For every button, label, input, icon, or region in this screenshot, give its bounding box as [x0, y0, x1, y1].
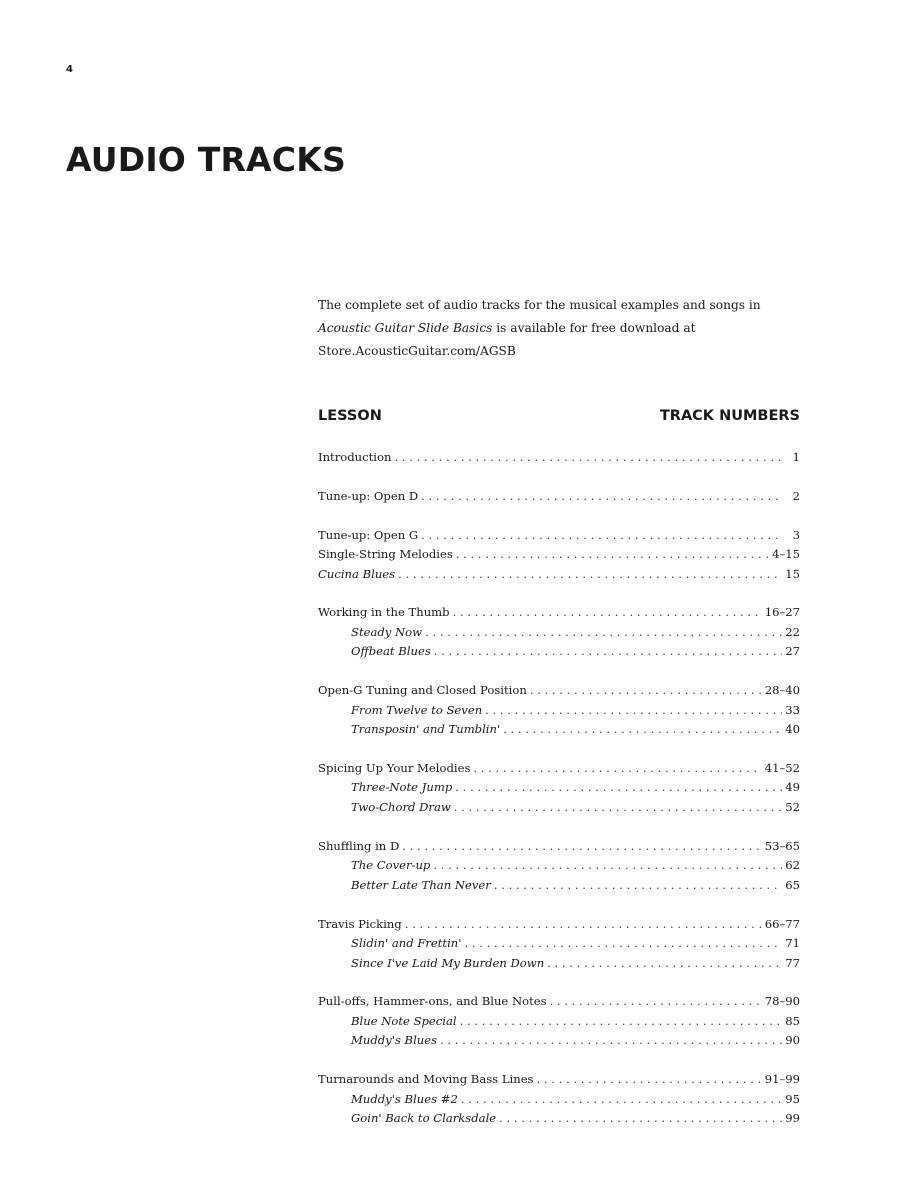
table-header	[318, 408, 800, 424]
song-row	[318, 703, 800, 723]
dot-leader	[464, 936, 782, 950]
dot-leader	[394, 450, 783, 464]
track-number: 95	[785, 1091, 800, 1106]
song-title: From Twelve to Seven	[351, 702, 483, 717]
track-number: 2	[792, 488, 800, 503]
song-title: Muddy's Blues	[351, 1033, 438, 1048]
lesson-title: Open-G Tuning and Closed Position	[318, 683, 527, 698]
song-title: Steady Now	[351, 624, 423, 639]
track-number: 33	[785, 702, 800, 717]
track-number: 71	[785, 936, 800, 951]
track-number: 15	[785, 566, 800, 581]
song-row	[318, 625, 800, 645]
song-title: Blue Note Special	[351, 1013, 457, 1028]
dot-leader	[547, 956, 782, 970]
track-number: 52	[785, 799, 800, 814]
lesson-group	[318, 917, 800, 976]
track-numbers-column-header: TRACK NUMBERS	[659, 408, 800, 424]
lesson-group	[318, 528, 800, 587]
lesson-row	[318, 839, 800, 859]
dot-leader	[454, 800, 782, 814]
track-list	[318, 450, 800, 1150]
lesson-title: Introduction	[318, 450, 392, 464]
lesson-row	[318, 994, 800, 1014]
song-title: Better Late Than Never	[351, 877, 491, 892]
page-title: AUDIO TRACKS	[66, 140, 346, 179]
song-title: Cucina Blues	[318, 566, 396, 581]
track-number: 1	[792, 450, 800, 464]
dot-leader	[434, 644, 782, 658]
song-row	[318, 1033, 800, 1053]
dot-leader	[453, 605, 762, 619]
song-title: Transposin' and Tumblin'	[351, 722, 501, 737]
dot-leader	[494, 878, 782, 892]
track-number: 62	[785, 858, 800, 873]
song-row	[318, 644, 800, 664]
lesson-row	[318, 489, 800, 509]
intro-link-text: is available for free download at Store.AcousticGuitar.com/AGSB	[318, 321, 696, 358]
track-number: 85	[785, 1013, 800, 1028]
dot-leader	[398, 567, 782, 581]
track-number: 28–40	[764, 683, 800, 698]
lesson-group	[318, 994, 800, 1053]
lesson-row	[318, 605, 800, 625]
lesson-title: Tune-up: Open D	[318, 488, 419, 503]
track-number: 3	[792, 527, 800, 542]
lesson-row	[318, 761, 800, 781]
lesson-group	[318, 489, 800, 509]
lesson-group	[318, 450, 800, 470]
lesson-title: Tune-up: Open G	[318, 527, 419, 542]
lesson-title: Spicing Up Your Melodies	[318, 760, 471, 775]
lesson-row	[318, 528, 800, 548]
dot-leader	[421, 489, 783, 503]
song-title: Two-Chord Draw	[351, 799, 451, 814]
book-title: Acoustic Guitar Slide Basics	[318, 321, 493, 335]
dot-leader	[530, 683, 762, 697]
song-row	[318, 800, 800, 820]
track-number: 40	[785, 722, 800, 737]
song-title: Since I've Laid My Burden Down	[351, 955, 545, 970]
dot-leader	[503, 722, 782, 736]
song-title: Goin' Back to Clarksdale	[351, 1111, 497, 1126]
song-row	[318, 1092, 800, 1112]
song-row	[318, 722, 800, 742]
song-row	[318, 878, 800, 898]
lesson-group	[318, 761, 800, 820]
dot-leader	[405, 917, 762, 931]
lesson-title: Turnarounds and Moving Bass Lines	[318, 1072, 534, 1087]
song-row	[318, 956, 800, 976]
track-number: 49	[785, 780, 800, 795]
song-row	[318, 936, 800, 956]
lesson-row	[318, 917, 800, 937]
lesson-title: Working in the Thumb	[318, 605, 450, 620]
song-row	[318, 567, 800, 587]
dot-leader	[421, 528, 783, 542]
dot-leader	[499, 1111, 782, 1125]
track-number: 78–90	[764, 994, 800, 1009]
dot-leader	[440, 1033, 782, 1047]
lesson-title: Travis Picking	[318, 916, 402, 931]
song-title: The Cover-up	[351, 858, 431, 873]
lesson-group	[318, 605, 800, 664]
song-row	[318, 1111, 800, 1131]
dot-leader	[402, 839, 761, 853]
song-row	[318, 1014, 800, 1034]
lesson-row	[318, 450, 800, 470]
lesson-row	[318, 1072, 800, 1092]
intro-paragraph	[318, 294, 804, 363]
track-number: 90	[785, 1033, 800, 1048]
song-row	[318, 780, 800, 800]
lesson-title: Pull-offs, Hammer-ons, and Blue Notes	[318, 994, 547, 1009]
track-number: 53–65	[764, 838, 800, 853]
dot-leader	[425, 625, 782, 639]
intro-text: The complete set of audio tracks for the musical examples and songs in	[318, 298, 761, 312]
track-number: 22	[785, 624, 800, 639]
page-number: 4	[66, 64, 73, 75]
dot-leader	[473, 761, 761, 775]
lesson-column-header: LESSON	[318, 408, 382, 424]
lesson-title: Single-String Melodies	[318, 547, 453, 562]
lesson-group	[318, 839, 800, 898]
track-number: 99	[785, 1111, 800, 1126]
track-number: 91–99	[764, 1072, 800, 1087]
dot-leader	[485, 703, 782, 717]
song-title: Slidin' and Frettin'	[351, 936, 462, 951]
dot-leader	[550, 994, 762, 1008]
song-title: Muddy's Blues #2	[351, 1091, 458, 1106]
track-number: 66–77	[764, 916, 800, 931]
song-title: Three-Note Jump	[351, 780, 453, 795]
track-number: 65	[785, 877, 800, 892]
track-number: 4–15	[772, 547, 800, 562]
dot-leader	[461, 1092, 782, 1106]
dot-leader	[537, 1072, 762, 1086]
track-number: 77	[785, 955, 800, 970]
lesson-group	[318, 1072, 800, 1131]
song-row	[318, 858, 800, 878]
dot-leader	[460, 1014, 783, 1028]
lesson-row	[318, 683, 800, 703]
track-number: 27	[785, 644, 800, 659]
song-title: Offbeat Blues	[351, 644, 431, 659]
track-number: 41–52	[764, 760, 800, 775]
lesson-group	[318, 683, 800, 742]
dot-leader	[433, 858, 782, 872]
track-number: 16–27	[764, 605, 800, 620]
lesson-title: Shuffling in D	[318, 838, 400, 853]
dot-leader	[455, 780, 782, 794]
dot-leader	[456, 547, 769, 561]
lesson-row	[318, 547, 800, 567]
